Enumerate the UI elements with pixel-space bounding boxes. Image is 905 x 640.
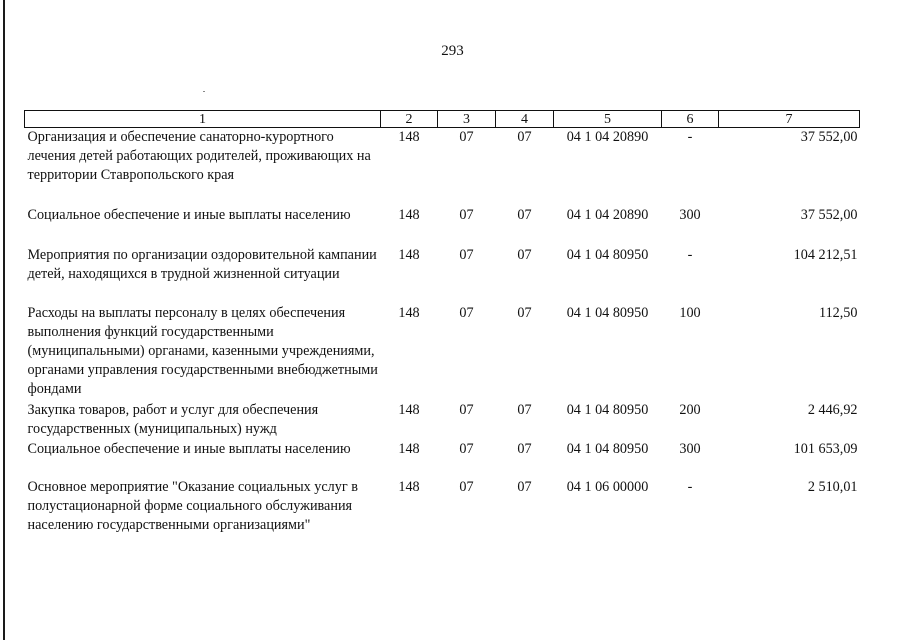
table-row [25, 246, 860, 304]
row-col3: 07 [459, 304, 474, 321]
row-col5: 04 1 04 20890 [566, 206, 649, 223]
row-col6: - [687, 478, 693, 495]
row-name: Основное мероприятие "Оказание социальных услуг в полустационарной форме социального обслуживания населению государственными организациями" [27, 478, 358, 533]
row-col3: 07 [459, 206, 474, 223]
header-col-1: 1 [25, 111, 381, 128]
header-col-6: 6 [662, 111, 719, 128]
row-col7: 37 552,00 [800, 206, 858, 223]
table-header-row [25, 111, 860, 128]
row-name: Социальное обеспечение и иные выплаты населению [27, 206, 351, 223]
row-col6: - [687, 246, 693, 263]
row-name: Организация и обеспечение санаторно-курортного лечения детей работающих родителей, проживающих на территории Ставропольского края [27, 129, 371, 183]
row-col3: 07 [459, 440, 474, 457]
row-col5: 04 1 04 80950 [566, 304, 649, 321]
row-col7: 37 552,00 [800, 129, 858, 145]
row-col5: 04 1 04 80950 [566, 401, 649, 418]
row-name: Социальное обеспечение и иные выплаты населению [27, 440, 351, 457]
row-col2: 148 [398, 129, 420, 145]
row-col2: 148 [398, 304, 420, 321]
header-col-2: 2 [381, 111, 438, 128]
row-col5: 04 1 06 00000 [566, 478, 649, 495]
table-row [25, 206, 860, 246]
table-row [25, 478, 860, 536]
table-row [25, 128, 860, 206]
table-row [25, 440, 860, 478]
row-col6: 100 [679, 304, 701, 321]
row-name: Мероприятия по организации оздоровительной кампании детей, находящихся в трудной жизненной ситуации [27, 246, 377, 282]
row-col7: 104 212,51 [793, 246, 858, 263]
scan-speck [203, 91, 205, 92]
header-col-4: 4 [496, 111, 554, 128]
header-col-3: 3 [438, 111, 496, 128]
row-col7: 2 510,01 [807, 478, 858, 495]
page-left-edge [3, 0, 5, 640]
row-col3: 07 [459, 401, 474, 418]
row-name: Закупка товаров, работ и услуг для обеспечения государственных (муниципальных) нужд [27, 401, 319, 437]
row-col2: 148 [398, 478, 420, 495]
header-col-5: 5 [554, 111, 662, 128]
row-col5: 04 1 04 80950 [566, 440, 649, 457]
header-col-7: 7 [719, 111, 860, 128]
row-col4: 07 [517, 401, 532, 418]
row-col3: 07 [459, 129, 474, 145]
table-row [25, 401, 860, 440]
row-name: Расходы на выплаты персоналу в целях обеспечения выполнения функций государственными (муниципальными) органами, казенными учреждениями, органами управления государственными внебюджетными фондами [27, 304, 378, 397]
row-col6: 200 [679, 401, 701, 418]
row-col4: 07 [517, 304, 532, 321]
table-row [25, 304, 860, 401]
row-col3: 07 [459, 478, 474, 495]
row-col2: 148 [398, 440, 420, 457]
budget-table [24, 110, 860, 536]
row-col3: 07 [459, 246, 474, 263]
row-col6: 300 [679, 440, 701, 457]
row-col4: 07 [517, 246, 532, 263]
row-col4: 07 [517, 478, 532, 495]
row-col6: 300 [679, 206, 701, 223]
row-col7: 112,50 [819, 304, 858, 321]
row-col2: 148 [398, 206, 420, 223]
row-col5: 04 1 04 80950 [566, 246, 649, 263]
row-col5: 04 1 04 20890 [566, 129, 649, 145]
row-col7: 2 446,92 [807, 401, 858, 418]
page-number: 293 [441, 43, 464, 59]
row-col4: 07 [517, 440, 532, 457]
row-col6: - [687, 129, 693, 145]
row-col4: 07 [517, 129, 532, 145]
row-col2: 148 [398, 401, 420, 418]
row-col7: 101 653,09 [793, 440, 858, 457]
row-col4: 07 [517, 206, 532, 223]
row-col2: 148 [398, 246, 420, 263]
